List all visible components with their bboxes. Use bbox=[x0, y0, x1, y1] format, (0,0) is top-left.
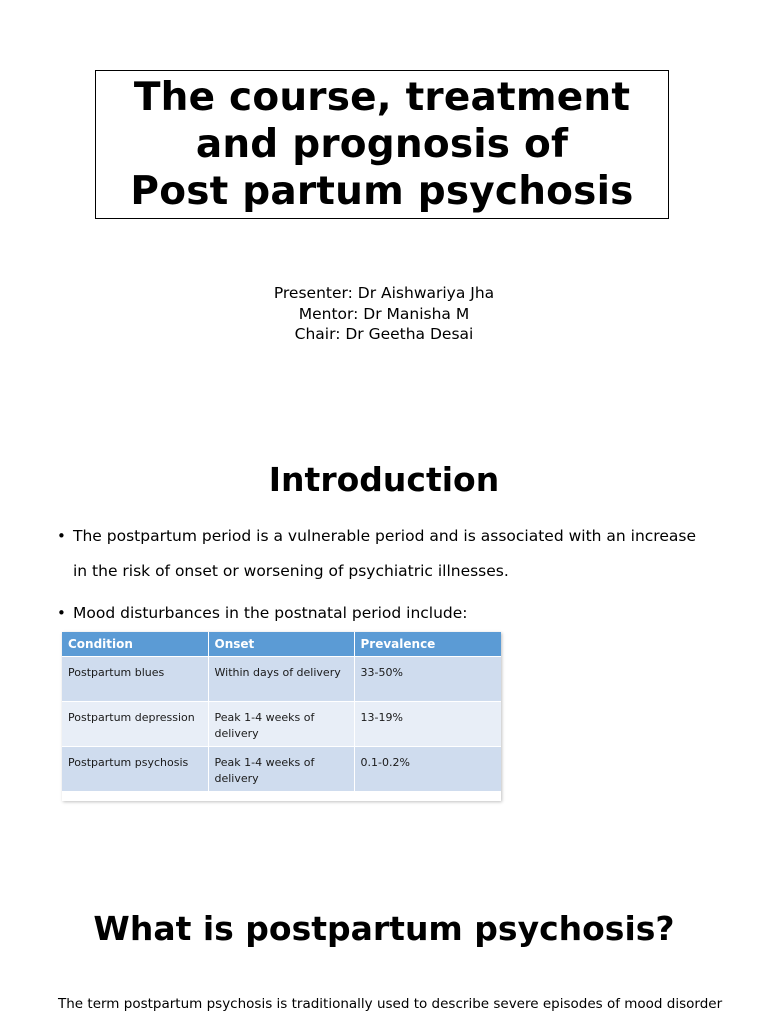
presenter-line: Presenter: Dr Aishwariya Jha bbox=[273, 284, 495, 302]
bullet-item bbox=[57, 524, 727, 583]
table-cell: 0.1-0.2% bbox=[354, 746, 501, 791]
definition-paragraph: The term postpartum psychosis is traditionally used to describe severe episodes of mood disorder bbox=[58, 996, 723, 1012]
credits bbox=[0, 283, 768, 345]
table-cell: Postpartum depression bbox=[62, 701, 208, 746]
bullet-text-line: The postpartum period is a vulnerable period and is associated with an increase bbox=[73, 527, 696, 545]
title-line-2: and prognosis of bbox=[195, 122, 569, 167]
table-cell: Postpartum psychosis bbox=[62, 746, 208, 791]
title-line-1: The course, treatment bbox=[133, 75, 631, 120]
table-cell: Peak 1-4 weeks of delivery bbox=[208, 746, 354, 791]
mood-disorders-table bbox=[62, 632, 501, 801]
table-row bbox=[62, 701, 501, 746]
table-cell: 13-19% bbox=[354, 701, 501, 746]
chair-line: Chair: Dr Geetha Desai bbox=[294, 325, 474, 343]
bullet-text-line: in the risk of onset or worsening of psychiatric illnesses. bbox=[73, 562, 509, 580]
conditions-table bbox=[62, 632, 501, 791]
bullet-dot: • bbox=[57, 527, 66, 545]
column-header-prevalence: Prevalence bbox=[354, 632, 501, 656]
table-row bbox=[62, 656, 501, 701]
bullet-item bbox=[57, 601, 727, 625]
table-header-row bbox=[62, 632, 501, 656]
table-row bbox=[62, 746, 501, 791]
title-line-3: Post partum psychosis bbox=[130, 169, 634, 214]
title-box bbox=[95, 70, 669, 219]
table-cell: 33-50% bbox=[354, 656, 501, 701]
column-header-onset: Onset bbox=[208, 632, 354, 656]
introduction-heading: Introduction bbox=[268, 460, 500, 499]
bullet-text bbox=[73, 524, 727, 583]
mentor-line: Mentor: Dr Manisha M bbox=[298, 304, 470, 323]
table-cell: Peak 1-4 weeks of delivery bbox=[208, 701, 354, 746]
table-cell: Within days of delivery bbox=[208, 656, 354, 701]
bullet-text: Mood disturbances in the postnatal period include: bbox=[73, 604, 468, 622]
what-is-heading: What is postpartum psychosis? bbox=[93, 909, 675, 948]
table-cell: Postpartum blues bbox=[62, 656, 208, 701]
bullet-dot: • bbox=[57, 604, 66, 622]
column-header-condition: Condition bbox=[62, 632, 208, 656]
